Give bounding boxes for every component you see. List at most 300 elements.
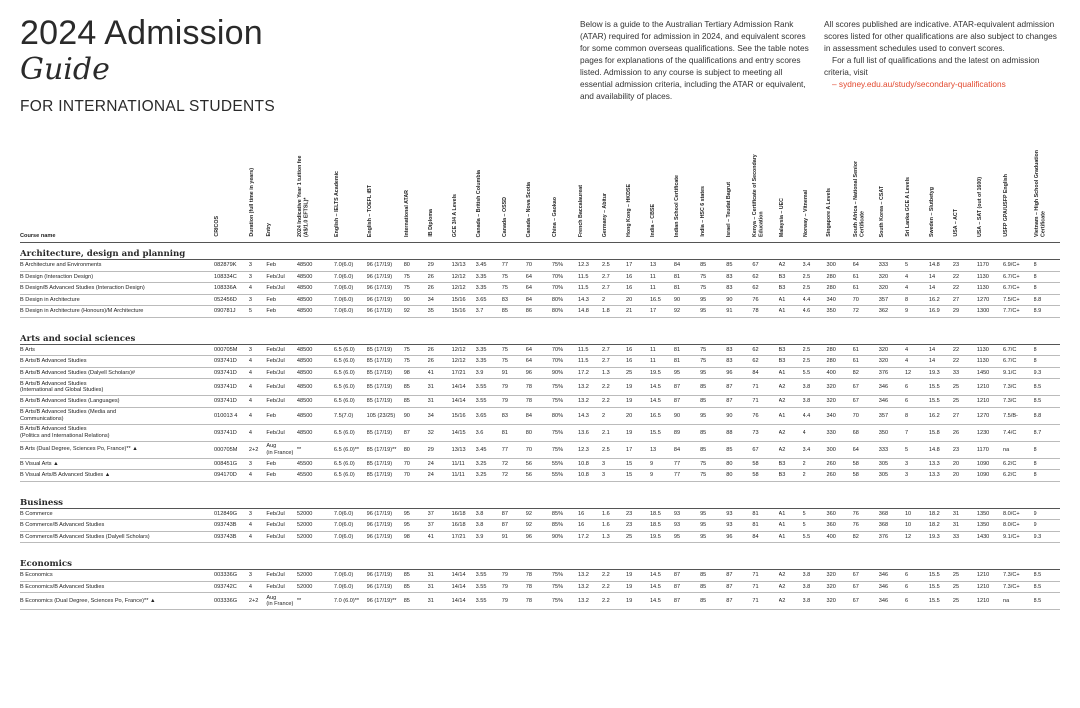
table-cell: 320 [879,344,905,356]
table-cell: 98 [404,367,428,379]
table-cell: 91 [502,531,526,543]
table-row [20,356,1060,368]
table-cell: 79 [502,396,526,408]
table-cell: 18.5 [650,520,674,532]
table-cell: 19 [626,379,650,396]
table-cell: 5 [249,306,266,318]
table-cell: 90% [552,531,578,543]
table-cell: 12.3 [578,441,602,458]
table-cell: 29 [953,306,977,318]
column-header: South Africa – National Senior Certificate [853,145,879,243]
table-cell: 3 [905,470,929,482]
table-cell: 61 [853,356,879,368]
table-cell: 7.0(6.0) [334,520,367,532]
table-cell: Feb/Jul [266,570,297,582]
table-cell: 24 [428,470,452,482]
table-cell: 2.7 [602,344,626,356]
table-cell: A2 [779,441,803,458]
table-cell: 25 [953,379,977,396]
table-cell: 14 [929,271,953,283]
table-cell: 305 [879,470,905,482]
table-cell: 81 [752,508,778,520]
column-header: China – Gaokao [552,145,578,243]
table-cell: 20 [626,407,650,424]
table-cell: 357 [879,294,905,306]
table-cell: 72 [853,306,879,318]
table-cell: 1130 [977,271,1003,283]
table-cell: 108334C [214,271,249,283]
table-cell: 7.5(7.0) [334,407,367,424]
table-row [20,283,1060,295]
table-cell: 13/13 [452,260,476,272]
table-row [20,593,1060,610]
table-cell: 15.5 [929,581,953,593]
table-cell: 4 [803,424,827,441]
table-cell: 11 [650,271,674,283]
table-cell: 41 [428,531,452,543]
table-cell: 8.8 [1034,407,1060,424]
column-header: USA – SAT (out of 1600) [977,145,1003,243]
course-name-cell: B Economics (Dual Degree, Sciences Po, France)** ▲ [20,593,214,610]
table-cell: 3.8 [476,508,502,520]
table-cell: 14.5 [650,570,674,582]
table-cell: 093743B [214,531,249,543]
table-cell: 16 [578,520,602,532]
table-cell: 32 [428,424,452,441]
table-cell: 093741D [214,424,249,441]
table-cell: 6 [905,379,929,396]
table-cell: 48500 [297,306,334,318]
table-cell: 15/16 [452,306,476,318]
table-cell: 67 [853,379,879,396]
table-cell: 75 [502,356,526,368]
table-cell: 22 [953,344,977,356]
table-cell: 95 [700,306,726,318]
section-header [20,491,1060,508]
table-cell: 62 [752,283,778,295]
table-cell: Feb [266,260,297,272]
table-cell: 340 [826,294,852,306]
course-name-cell: B Visual Arts ▲ [20,458,214,470]
table-cell: 84 [674,260,700,272]
table-cell: 6.2/C [1003,470,1034,482]
table-cell: 7.0(6.0) [334,531,367,543]
table-cell: 3 [602,458,626,470]
table-cell: 26 [428,356,452,368]
table-cell: 80% [552,294,578,306]
table-cell: 3 [602,470,626,482]
table-cell: 8 [905,294,929,306]
table-cell: 96 [526,531,552,543]
table-cell: 71 [752,593,778,610]
table-cell: 2.2 [602,379,626,396]
table-cell: 31 [953,520,977,532]
column-header: Norway – Vitnemal [803,145,827,243]
table-cell: 16/18 [452,520,476,532]
course-name-cell: B Architecture and Environments [20,260,214,272]
table-cell: 4 [249,531,266,543]
table-cell: 18.2 [929,508,953,520]
table-cell: 64 [526,356,552,368]
table-cell: 9 [650,458,674,470]
table-cell: 84 [526,407,552,424]
table-cell: 96 [526,367,552,379]
table-cell: 96 [726,367,752,379]
table-cell: 58 [853,470,879,482]
table-cell: A1 [779,294,803,306]
table-cell: 23 [953,441,977,458]
table-cell: 87 [726,593,752,610]
table-cell: 10 [905,508,929,520]
table-cell: 16 [626,344,650,356]
table-cell: 3.55 [476,379,502,396]
table-cell: 360 [826,508,852,520]
table-cell: 4 [249,470,266,482]
table-cell: 48500 [297,379,334,396]
table-cell: 64 [853,260,879,272]
table-cell: Feb/Jul [266,367,297,379]
table-cell: Feb/Jul [266,356,297,368]
table-cell: 8.8 [1034,294,1060,306]
table-cell: 62 [752,344,778,356]
table-cell: 7 [905,424,929,441]
table-cell: 75% [552,396,578,408]
course-name-cell: B Economics/B Advanced Studies [20,581,214,593]
table-cell: 300 [826,260,852,272]
table-cell: 16 [578,508,602,520]
table-cell: 4 [249,356,266,368]
table-cell: 1210 [977,379,1003,396]
course-name-cell: B Arts/B Advanced Studies (International and Global Studies) [20,379,214,396]
table-cell: 93 [726,520,752,532]
table-cell: 3.8 [803,570,827,582]
table-cell: 71 [752,379,778,396]
course-name-cell: B Economics [20,570,214,582]
table-cell: 280 [826,344,852,356]
table-row [20,570,1060,582]
table-cell: 320 [826,570,852,582]
table-cell: 7.0(6.0) [334,508,367,520]
table-cell: 7.3/C [1003,379,1034,396]
table-cell: 3.7 [476,306,502,318]
table-cell: 67 [853,396,879,408]
table-cell: 48500 [297,367,334,379]
table-cell: 61 [853,344,879,356]
table-cell: 73 [752,424,778,441]
table-cell: 108336A [214,283,249,295]
table-cell: 3 [249,260,266,272]
table-cell: 96 (17/19)** [367,593,404,610]
table-cell: 320 [879,356,905,368]
table-row [20,424,1060,441]
table-cell: 19 [626,570,650,582]
table-cell: 68 [853,424,879,441]
table-cell: 95 [674,531,700,543]
table-row [20,531,1060,543]
table-row [20,458,1060,470]
table-cell: A1 [779,407,803,424]
table-cell: 13.2 [578,396,602,408]
table-cell: 4 [249,379,266,396]
table-cell: 6 [905,570,929,582]
table-cell: 56 [526,470,552,482]
table-cell: 89 [674,424,700,441]
table-cell: 3 [249,508,266,520]
table-cell: 67 [853,593,879,610]
table-cell: 1.3 [602,367,626,379]
table-row [20,407,1060,424]
course-name-cell: B Commerce/B Advanced Studies [20,520,214,532]
table-cell: 1.6 [602,520,626,532]
admission-table [20,145,1060,610]
title-block [20,14,275,116]
table-cell: 75% [552,260,578,272]
table-cell: 75 [404,356,428,368]
table-cell: 96 (17/19) [367,260,404,272]
table-cell: 52000 [297,520,334,532]
table-cell: 96 (17/19) [367,283,404,295]
table-cell: 84 [526,294,552,306]
table-cell: 80 [726,470,752,482]
table-cell: 17 [626,260,650,272]
table-cell: 2 [602,294,626,306]
table-cell: 48500 [297,271,334,283]
table-cell: 10.8 [578,458,602,470]
table-cell: 8 [905,407,929,424]
table-cell: 70 [404,470,428,482]
intro-paragraph-2: All scores published are indicative. ATAR-equivalent admission scores listed for other qualifications are also subject to changes in assessment schedules used to convert scores. [824,19,1057,53]
table-cell: 3.6 [476,424,502,441]
table-cell: 26 [428,344,452,356]
table-cell: 70 [853,294,879,306]
table-cell: 6.7/C+ [1003,271,1034,283]
table-cell: 1350 [977,520,1003,532]
table-cell: 92 [404,306,428,318]
table-cell: 9.1/C+ [1003,531,1034,543]
table-cell: 12 [905,531,929,543]
table-cell: 3.35 [476,271,502,283]
table-cell: 368 [879,508,905,520]
table-cell: 75% [552,581,578,593]
table-cell: 7.4/C [1003,424,1034,441]
table-cell: 093741D [214,367,249,379]
table-cell: 64 [526,344,552,356]
table-cell: 85 [404,570,428,582]
table-cell: 5 [803,520,827,532]
table-cell: 86 [526,306,552,318]
table-row [20,260,1060,272]
table-cell: 87 [726,396,752,408]
table-cell: 376 [879,367,905,379]
table-cell: 98 [404,531,428,543]
table-cell: 6.2/C [1003,458,1034,470]
table-cell: 13.2 [578,570,602,582]
table-cell: 17/21 [452,367,476,379]
table-cell: 11/11 [452,458,476,470]
table-cell: 346 [879,379,905,396]
intro-paragraph-3: For a full list of qualifications and the latest on admission criteria, visit [824,55,1040,77]
table-cell: 27 [953,407,977,424]
table-cell: 305 [879,458,905,470]
section-header [20,327,1060,344]
table-cell: 6.5 (6.0) [334,344,367,356]
table-cell: 93 [674,520,700,532]
table-cell: 1210 [977,581,1003,593]
table-cell: 16/18 [452,508,476,520]
table-cell: 58 [752,458,778,470]
table-cell: 84 [752,531,778,543]
table-cell: 11 [650,356,674,368]
table-cell: 85 [700,424,726,441]
table-cell: 14.3 [578,407,602,424]
table-cell: 7.3/C+ [1003,581,1034,593]
table-cell: Feb/Jul [266,379,297,396]
table-cell: 13.2 [578,593,602,610]
column-header: Sri Lanka GCE A Levels [905,145,929,243]
qualifications-link[interactable]: – sydney.edu.au/study/secondary-qualifications [832,79,1006,89]
table-cell: 400 [826,367,852,379]
table-cell: 3.8 [803,379,827,396]
table-cell: 85 (17/19) [367,379,404,396]
table-cell: 3 [249,294,266,306]
table-cell: 376 [879,531,905,543]
table-cell: 16.2 [929,407,953,424]
table-cell: 13.3 [929,470,953,482]
table-cell: 13.6 [578,424,602,441]
table-cell: 2.5 [602,260,626,272]
table-cell: 5 [905,260,929,272]
table-cell: 81 [674,356,700,368]
table-cell: 19 [626,396,650,408]
table-cell: 56 [526,458,552,470]
column-header: CRICOS [214,145,249,243]
table-cell: 105 (23/25) [367,407,404,424]
table-cell: 368 [879,520,905,532]
table-cell: 70 [853,407,879,424]
table-cell: 83 [726,271,752,283]
table-row [20,271,1060,283]
table-cell: 1430 [977,531,1003,543]
table-cell: 25 [953,570,977,582]
table-cell: 82 [853,531,879,543]
table-cell: Feb [266,458,297,470]
table-cell: 320 [879,271,905,283]
table-cell: Feb/Jul [266,396,297,408]
section-header [20,553,1060,570]
table-cell: 3.9 [476,367,502,379]
table-cell: 1.6 [602,508,626,520]
table-cell: A1 [779,531,803,543]
table-cell: 12/12 [452,271,476,283]
table-cell: Feb/Jul [266,508,297,520]
table-cell: 8 [1034,344,1060,356]
table-cell: 14 [929,356,953,368]
table-cell: 75 [700,283,726,295]
table-cell: B3 [779,271,803,283]
table-cell: 31 [953,508,977,520]
table-cell: 85 (17/19)** [367,441,404,458]
table-cell: 1090 [977,470,1003,482]
table-cell: 78 [526,593,552,610]
table-cell: 9 [1034,508,1060,520]
table-cell: 20 [953,470,977,482]
table-cell: 58 [752,470,778,482]
table-cell: 3.8 [803,396,827,408]
table-cell: 3.55 [476,570,502,582]
table-cell: 85% [552,520,578,532]
table-cell: 14.5 [650,581,674,593]
table-cell: Aug (in France) [266,593,297,610]
table-cell: 5.5 [803,367,827,379]
table-cell: A1 [779,306,803,318]
table-row [20,396,1060,408]
table-cell: 85 [700,570,726,582]
table-cell: 85 (17/19) [367,424,404,441]
table-cell: 11/11 [452,470,476,482]
table-cell: 2 [803,470,827,482]
table-cell: 2.2 [602,570,626,582]
table-cell: 55% [552,458,578,470]
column-header: Canada – Nova Scotia [526,145,552,243]
table-cell: 094170D [214,470,249,482]
table-cell: 3.45 [476,260,502,272]
intro-column-2 [824,18,1064,90]
column-header: India – HSC 6 states [700,145,726,243]
table-cell: 333 [879,260,905,272]
table-cell: 6.9/C+ [1003,260,1034,272]
course-name-cell: B Visual Arts/B Advanced Studies ▲ [20,470,214,482]
table-cell: 4 [905,356,929,368]
table-cell: 3.65 [476,407,502,424]
table-cell: 9.1/C [1003,367,1034,379]
table-cell: 87 [726,379,752,396]
table-cell: 90 [726,294,752,306]
table-cell: 16 [626,283,650,295]
section-title: Business [20,491,1060,508]
table-cell: 75 [700,470,726,482]
column-header: Course name [20,145,214,243]
table-cell: 87 [674,570,700,582]
table-cell: 17/21 [452,531,476,543]
table-cell: 19.3 [929,531,953,543]
table-cell: 2.2 [602,593,626,610]
table-cell: 96 (17/19) [367,581,404,593]
column-header: Hong Kong – HKDSE [626,145,650,243]
table-cell: 18.5 [650,508,674,520]
table-cell: 093741D [214,379,249,396]
table-cell: 3.55 [476,581,502,593]
table-cell: ** [297,441,334,458]
table-cell: A2 [779,379,803,396]
table-cell: 093743B [214,520,249,532]
table-cell: 83 [726,283,752,295]
table-cell: 12.3 [578,260,602,272]
table-cell: A1 [779,520,803,532]
table-cell: 95 [674,367,700,379]
table-cell: 87 [726,570,752,582]
table-cell: 75% [552,570,578,582]
table-cell: 300 [826,441,852,458]
table-cell: 27 [953,294,977,306]
course-name-cell: B Arts/B Advanced Studies (Languages) [20,396,214,408]
table-cell: 70% [552,271,578,283]
table-row [20,520,1060,532]
table-cell: B3 [779,344,803,356]
table-cell: 95 [700,407,726,424]
table-cell: 90 [674,294,700,306]
table-cell: 2.5 [803,283,827,295]
table-cell: 95 [700,294,726,306]
